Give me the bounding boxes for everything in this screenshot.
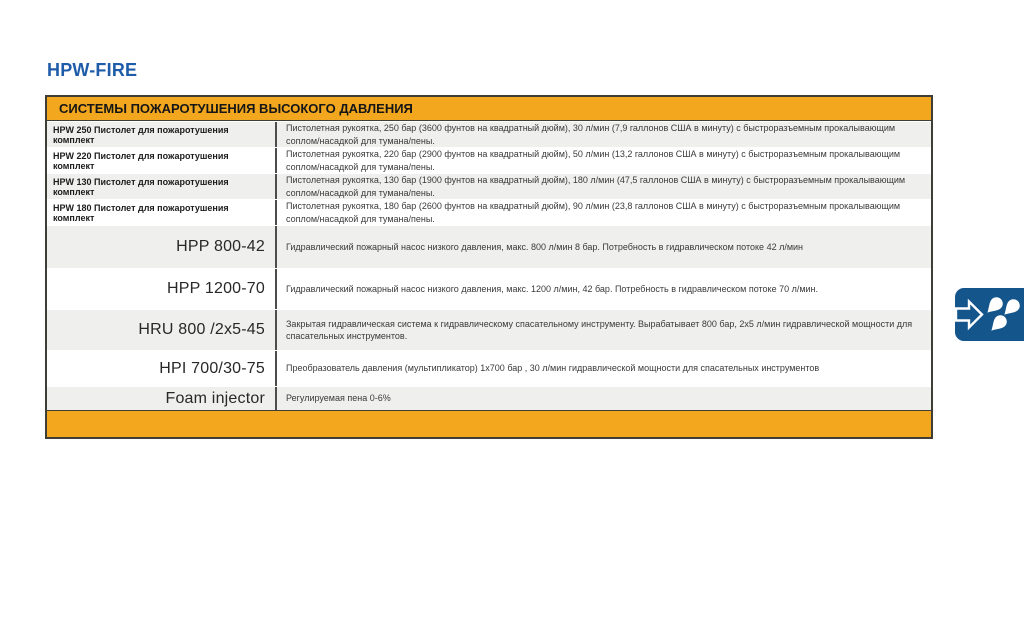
product-description-cell xyxy=(277,200,931,225)
product-name-cell xyxy=(47,148,277,173)
product-description-cell xyxy=(277,310,931,350)
product-description-cell xyxy=(277,122,931,147)
product-name: HPI 700/30-75 xyxy=(159,359,265,377)
table-title: СИСТЕМЫ ПОЖАРОТУШЕНИЯ ВЫСОКОГО ДАВЛЕНИЯ xyxy=(59,101,413,116)
table-row xyxy=(47,268,931,309)
product-description: Пистолетная рукоятка, 220 бар (2900 фунтов на квадратный дюйм), 50 л/мин (13,2 галлонов США в минуту) с быстроразъемным прокалывающим соплом/насадкой для тумана/пены. xyxy=(286,149,901,172)
product-table xyxy=(45,95,933,439)
table-row xyxy=(47,147,931,173)
product-description-cell xyxy=(277,351,931,386)
table-row xyxy=(47,173,931,199)
side-tab[interactable] xyxy=(955,288,1024,341)
product-description-cell xyxy=(277,148,931,173)
product-description: Пистолетная рукоятка, 250 бар (3600 фунтов на квадратный дюйм), 30 л/мин (7,9 галлонов США в минуту) с быстроразъемным прокалывающим соплом/насадкой для тумана/пены. xyxy=(286,123,896,146)
product-name-cell xyxy=(47,351,277,386)
product-description: Преобразователь давления (мультипликатор) 1х700 бар , 30 л/мин гидравлической мощности для спасательных инструментов xyxy=(286,363,820,374)
product-name-cell xyxy=(47,226,277,268)
product-name-cell xyxy=(47,387,277,410)
product-description-cell xyxy=(277,269,931,309)
product-name: HPW 130 Пистолет для пожаротушения комплект xyxy=(53,176,229,197)
product-name-cell xyxy=(47,310,277,350)
product-name-cell xyxy=(47,269,277,309)
table-row xyxy=(47,225,931,268)
product-name: HPP 800-42 xyxy=(176,238,265,255)
page-title: HPW-FIRE xyxy=(47,60,138,80)
table-row xyxy=(47,386,931,410)
product-name-cell xyxy=(47,200,277,225)
product-name: Foam injector xyxy=(165,389,265,407)
table-row xyxy=(47,199,931,225)
product-description-cell xyxy=(277,226,931,268)
product-description-cell xyxy=(277,174,931,199)
product-name-cell xyxy=(47,174,277,199)
table-row xyxy=(47,309,931,350)
table-row xyxy=(47,121,931,147)
product-name: HPP 1200-70 xyxy=(167,280,265,297)
table-row xyxy=(47,350,931,386)
product-description: Регулируемая пена 0-6% xyxy=(286,393,391,404)
product-description: Пистолетная рукоятка, 180 бар (2600 фунтов на квадратный дюйм), 90 л/мин (23,8 галлонов США в минуту) с быстроразъемным прокалывающим соплом/насадкой для тумана/пены. xyxy=(286,201,901,224)
product-description: Закрытая гидравлическая система к гидравлическому спасательному инструменту. Вырабатывает 800 бар, 2х5 л/мин гидравлической мощности для спасательных инструментов. xyxy=(286,318,913,341)
product-description: Гидравлический пожарный насос низкого давления, макс. 1200 л/мин, 42 бар. Потребность в гидравлическом потоке 70 л/мин. xyxy=(286,283,819,294)
product-name: HRU 800 /2x5-45 xyxy=(138,321,265,338)
product-description: Гидравлический пожарный насос низкого давления, макс. 800 л/мин 8 бар. Потребность в гидравлическом потоке 42 л/мин xyxy=(286,241,804,252)
product-description: Пистолетная рукоятка, 130 бар (1900 фунтов на квадратный дюйм), 180 л/мин (47,5 галлонов США в минуту) с быстроразъемным прокалывающим соплом/насадкой для тумана/пены. xyxy=(286,175,906,198)
arrow-droplets-icon xyxy=(955,288,1024,341)
table-footer-bar xyxy=(47,410,931,437)
table-title-bar xyxy=(47,97,931,121)
product-name: HPW 250 Пистолет для пожаротушения комплект xyxy=(53,124,229,145)
product-name: HPW 220 Пистолет для пожаротушения комплект xyxy=(53,150,229,171)
product-description-cell xyxy=(277,387,931,410)
product-name-cell xyxy=(47,122,277,147)
product-name: HPW 180 Пистолет для пожаротушения комплект xyxy=(53,202,229,223)
